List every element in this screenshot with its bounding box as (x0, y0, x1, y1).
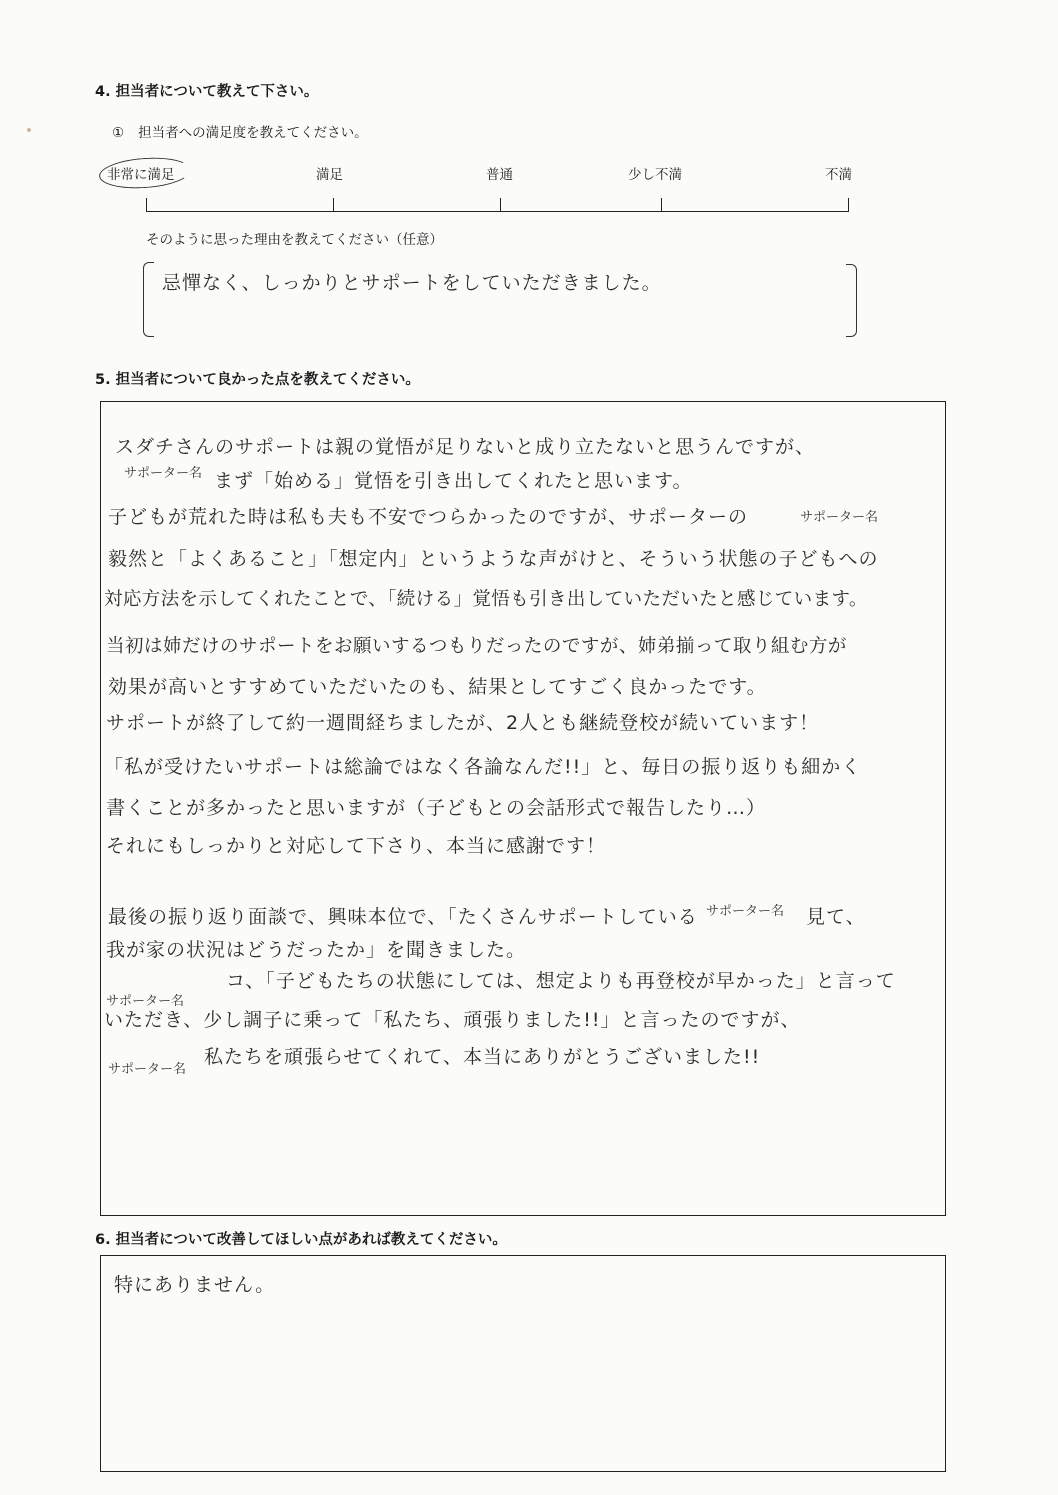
question-5-title: 5. 担当者について良かった点を教えてください。 (95, 372, 420, 388)
answer-line: 見て、 (806, 906, 866, 928)
answer-line: 我が家の状況はどうだったか」を聞きました。 (106, 939, 527, 961)
answer-line: 「私が受けたいサポートは総論ではなく各論なんだ!!」と、毎日の振り返りも細かく (104, 756, 862, 778)
answer-line: 子どもが荒れた時は私も夫も不安でつらかったのですが、サポーターの (108, 506, 749, 528)
supporter-name-label: サポーター名 (106, 994, 185, 1009)
reason-bracket-right (846, 264, 857, 337)
answer-line: 最後の振り返り面談で、興味本位で、「たくさんサポートしている (108, 906, 698, 928)
scale-tick (146, 198, 147, 212)
answer-line: それにもしっかりと対応して下さり、本当に感謝です！ (106, 835, 607, 857)
answer-line: まず「始める」覚悟を引き出してくれたと思います。 (214, 470, 693, 492)
answer-line: 毅然と「よくあること」「想定内」というような声がけと、そういう状態の子どもへの (108, 548, 879, 570)
scale-tick (661, 198, 662, 212)
scale-tick (848, 198, 849, 212)
question-4-title: 4. 担当者について教えて下さい。 (95, 84, 319, 100)
scale-satisfied[interactable]: 満足 (316, 167, 343, 183)
supporter-name-label: サポーター名 (800, 510, 879, 525)
rating-scale-line (146, 211, 849, 212)
scale-dissatisfied[interactable]: 不満 (825, 167, 852, 183)
subquestion-number: ① (112, 125, 125, 141)
question-4-subquestion (112, 121, 368, 141)
answer-line: 対応方法を示してくれたことで、「続ける」覚悟も引き出していただいたと感じています。 (104, 589, 868, 610)
scale-slightly-dissatisfied[interactable]: 少し不満 (628, 167, 682, 183)
answer-line: サポートが終了して約一週間経ちましたが、2人とも継続登校が続いています！ (106, 712, 820, 734)
answer-line: 当初は姉だけのサポートをお願いするつもりだったのですが、姉弟揃って取り組む方が (106, 636, 847, 657)
selection-circle-mark (98, 155, 192, 191)
question-6-title: 6. 担当者について改善してほしい点があれば教えてください。 (95, 1232, 507, 1248)
scale-neutral[interactable]: 普通 (486, 167, 513, 183)
reason-answer: 忌憚なく、しっかりとサポートをしていただきました。 (162, 272, 662, 294)
subquestion-text: 担当者への満足度を教えてください。 (138, 125, 368, 141)
paper-speck (27, 128, 31, 132)
scale-tick (500, 198, 501, 212)
supporter-name-label: サポーター名 (108, 1062, 187, 1077)
answer-line: 書くことが多かったと思いますが（子どもとの会話形式で報告したり…） (106, 797, 767, 819)
answer-line: いただき、少し調子に乗って「私たち、頑張りました!!」と言ったのですが、 (104, 1009, 801, 1031)
reason-bracket-left (143, 262, 154, 337)
scale-tick (333, 198, 334, 212)
supporter-name-label: サポーター名 (706, 904, 785, 919)
answer-line: スダチさんのサポートは親の覚悟が足りないと成り立たないと思うんですが、 (115, 436, 816, 458)
answer-line: コ、「子どもたちの状態にしては、想定よりも再登校が早かった」と言って (226, 970, 896, 992)
supporter-name-label: サポーター名 (124, 466, 203, 481)
answer-line: 効果が高いとすすめていただいたのも、結果としてすごく良かったです。 (108, 676, 767, 698)
scale-very-satisfied[interactable]: 非常に満足 (107, 167, 175, 183)
question-6-answer: 特にありません。 (114, 1274, 276, 1296)
reason-prompt: そのように思った理由を教えてください（任意） (146, 232, 443, 248)
answer-line: 私たちを頑張らせてくれて、本当にありがとうございました!! (204, 1046, 761, 1068)
